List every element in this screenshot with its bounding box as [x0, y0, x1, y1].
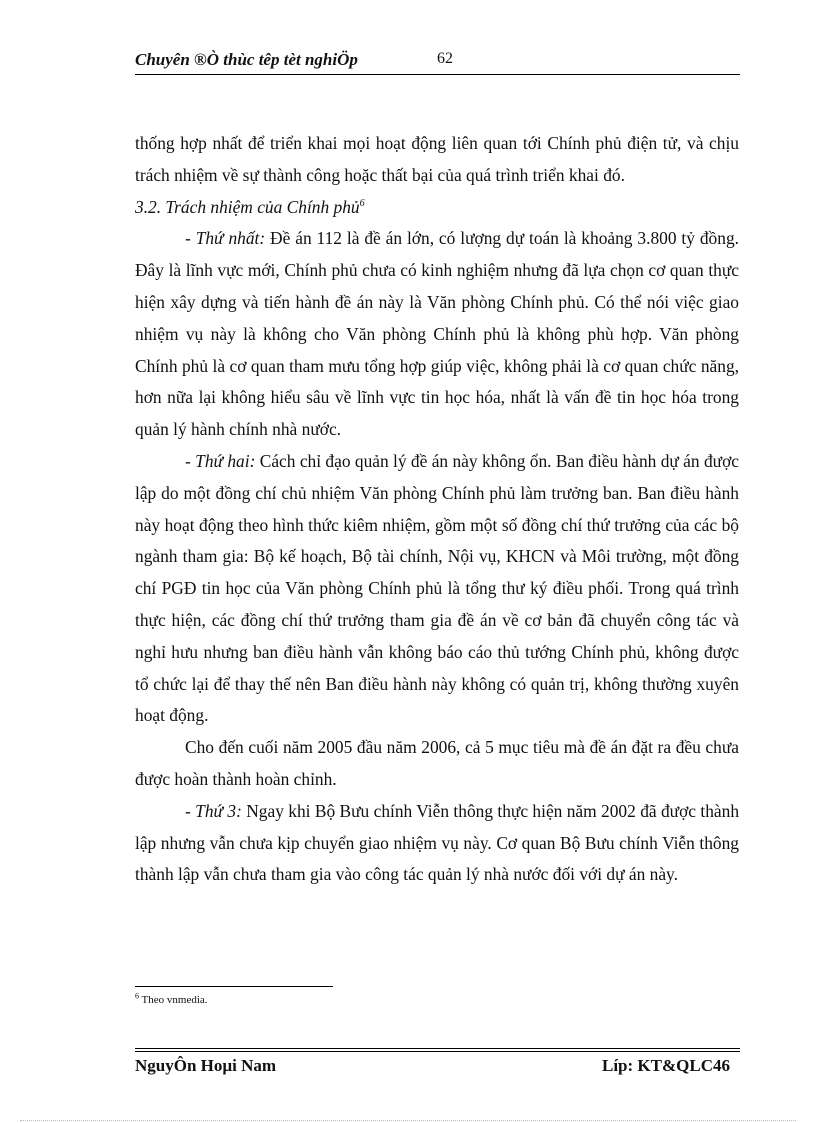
paragraph-third-point [135, 796, 739, 891]
footer-author: NguyÔn Hoµi Nam [135, 1056, 277, 1075]
footer-class: Líp: KT&QLC46 [602, 1056, 730, 1075]
paragraph-text: Đề án 112 là đề án lớn, có lượng dự toán là khoảng 3.800 tỷ đồng. Đây là lĩnh vực mới, Chính phủ chưa có kinh nghiệm nhưng đã lựa chọn cơ quan thực hiện xây dựng và tiến hành đề án này là Văn phòng Chính phủ. Có thể nói việc giao nhiệm vụ này là không cho Văn phòng Chính phủ là không phù hợp. Văn phòng Chính phủ là cơ quan tham mưu tổng hợp giúp việc, không phải là cơ quan chức năng, hơn nữa lại không hiểu sâu về lĩnh vực tin học hóa, nhất là vấn đề tin học hóa trong quản lý hành chính nhà nước. [135, 228, 739, 440]
paragraph-text: Ngay khi Bộ Bưu chính Viễn thông thực hiện năm 2002 đã được thành lập nhưng vẫn chưa kịp chuyển giao nhiệm vụ này. Cơ quan Bộ Bưu chính Viễn thông thành lập vẫn chưa tham gia vào công tác quản lý nhà nước đối với dự án này. [135, 800, 740, 885]
page-bottom-border [20, 1120, 796, 1121]
paragraph-conclusion: Cho đến cuối năm 2005 đầu năm 2006, cả 5 mục tiêu mà đề án đặt ra đều chưa được hoàn thành hoàn chỉnh. [135, 737, 739, 789]
subheading-text: 3.2. Trách nhiệm của Chính phủ [135, 196, 360, 217]
footnote-divider [135, 986, 333, 987]
page-number: 62 [437, 50, 453, 67]
page-header [135, 50, 740, 75]
footnote-reference: 6 [359, 197, 365, 209]
paragraph-second-point [135, 446, 739, 732]
footer-rule-bottom [135, 1051, 740, 1052]
footnote-text: Theo vnmedia. [139, 994, 208, 1006]
paragraph-lead: - Thứ hai: [185, 450, 256, 471]
paragraph-intro: thống hợp nhất để triển khai mọi hoạt động liên quan tới Chính phủ điện tử, và chịu trách nhiệm về sự thành công hoặc thất bại của quá trình triển khai đó. [135, 133, 739, 185]
footnote [135, 991, 208, 1006]
paragraph-text: Cách chỉ đạo quản lý đề án này không ổn. Ban điều hành dự án được lập do một đồng chí chủ nhiệm Văn phòng Chính phủ làm trưởng ban. Ban điều hành này hoạt động theo hình thức kiêm nhiệm, gồm một số đồng chí thứ trưởng của các bộ ngành tham gia: Bộ kế hoạch, Bộ tài chính, Nội vụ, KHCN và Môi trường, một đồng chí PGĐ tin học của Văn phòng Chính phủ là tổng thư ký điều phối. Trong quá trình thực hiện, các đồng chí thứ trưởng tham gia đề án về cơ bản đã chuyển công tác và nghỉ hưu nhưng ban điều hành vẫn không báo cáo thủ tướng Chính phủ, không được tổ chức lại để thay thế nên Ban điều hành này không có quản trị, không thường xuyên hoạt động. [135, 450, 739, 726]
document-body [135, 128, 739, 891]
section-subheading [135, 192, 739, 224]
paragraph-lead: - Thứ 3: [185, 800, 242, 821]
footnote-number: 6 [135, 991, 139, 1001]
paragraph-first-point [135, 223, 739, 446]
footer-rule-top [135, 1048, 740, 1049]
header-title: Chuyên ®Ò thùc têp tèt nghiÖp [135, 50, 358, 69]
paragraph-lead: - Thứ nhất: [185, 228, 266, 249]
